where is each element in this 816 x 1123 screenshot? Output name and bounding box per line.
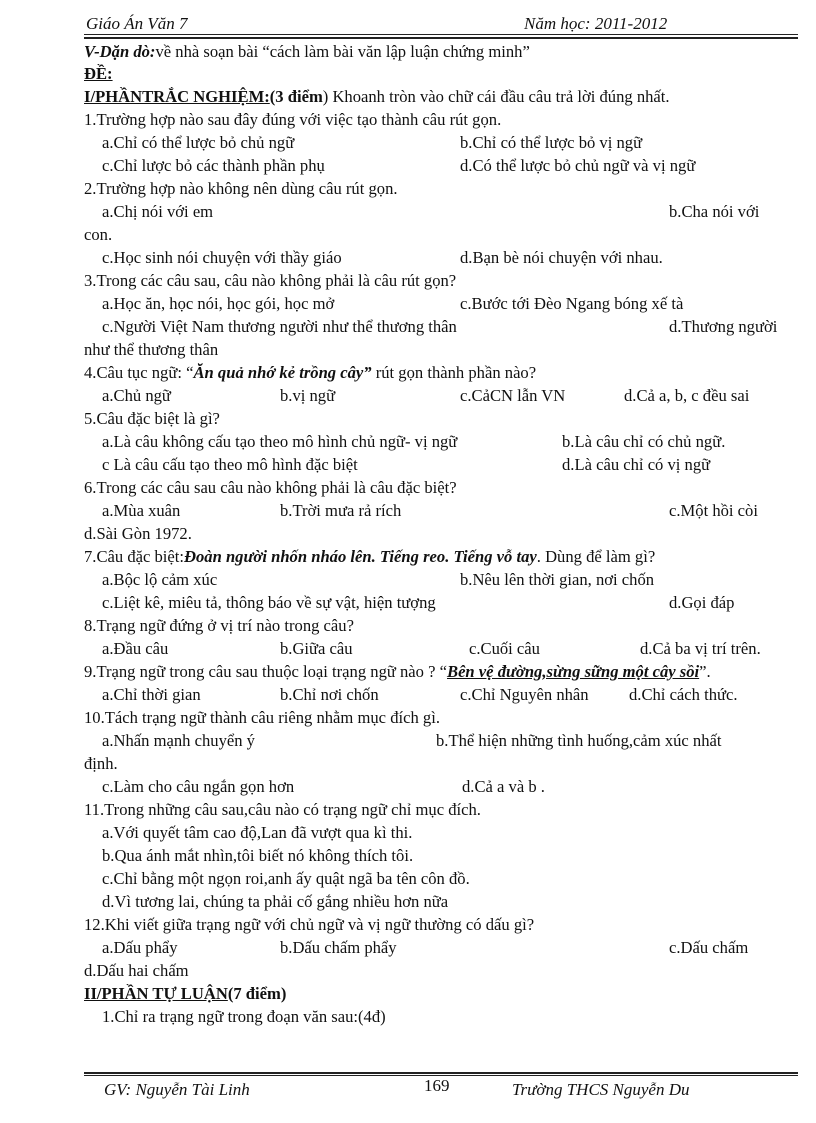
option-c: c.Làm cho câu ngắn gọn hơn bbox=[102, 777, 295, 796]
question-11 bbox=[84, 798, 800, 821]
option-a: a.Nhấn mạnh chuyển ý bbox=[102, 731, 255, 750]
question-9 bbox=[84, 660, 800, 683]
option-a: a.Là câu không cấu tạo theo mô hình chủ ngữ- vị ngữ bbox=[102, 432, 458, 451]
option-b: b.Là câu chỉ có chủ ngữ. bbox=[562, 432, 726, 451]
option-d: d.Là câu chỉ có vị ngữ bbox=[562, 455, 711, 474]
option-text: c.Chỉ bằng một ngọn roi,anh ấy quật ngã ba tên côn đồ. bbox=[102, 869, 470, 888]
answer-row bbox=[84, 292, 800, 315]
option-d: d.Cả ba vị trí trên. bbox=[640, 639, 761, 658]
option-b-continued: định. bbox=[84, 754, 118, 773]
essay-question-text: 1.Chỉ ra trạng ngữ trong đoạn văn sau:(4đ) bbox=[102, 1007, 386, 1026]
option-a bbox=[84, 821, 800, 844]
option-b bbox=[84, 844, 800, 867]
option-d: d.Bạn bè nói chuyện với nhau. bbox=[460, 248, 663, 267]
exam-heading bbox=[84, 63, 800, 85]
option-b: b.Giữa câu bbox=[280, 639, 353, 658]
de-label: ĐỀ: bbox=[84, 64, 113, 83]
page-header bbox=[84, 8, 792, 34]
option-d: d.Chỉ cách thức. bbox=[629, 685, 738, 704]
assignment-line bbox=[84, 40, 800, 63]
question-10 bbox=[84, 706, 800, 729]
option-b-continued: con. bbox=[84, 225, 113, 244]
option-d: d.Cả a, b, c đều sai bbox=[624, 386, 750, 405]
answer-row bbox=[84, 775, 800, 798]
option-b: b.Trời mưa rả rích bbox=[280, 501, 402, 520]
answer-row bbox=[84, 430, 800, 453]
question-text: 2.Trường hợp nào không nên dùng câu rút gọn. bbox=[84, 179, 398, 198]
option-d: d.Thương người bbox=[669, 317, 778, 336]
answer-row bbox=[84, 200, 800, 223]
assignment-label: V-Dặn dò: bbox=[84, 42, 156, 61]
option-a: a.Chị nói với em bbox=[102, 202, 214, 221]
option-d: d.Cả a và b . bbox=[462, 777, 545, 796]
answer-row bbox=[84, 637, 800, 660]
answer-row bbox=[84, 499, 800, 522]
option-b: b.Cha nói với bbox=[669, 202, 760, 221]
option-d-continued: như thể thương thân bbox=[84, 340, 219, 359]
option-a: a.Chỉ có thể lược bỏ chủ ngữ bbox=[102, 133, 295, 152]
essay-question-1 bbox=[84, 1005, 800, 1028]
assignment-text: về nhà soạn bài “cách làm bài văn lập luận chứng minh” bbox=[155, 42, 530, 61]
question-text: 4.Câu tục ngữ: “ bbox=[84, 363, 194, 382]
option-a: a.Bộc lộ cảm xúc bbox=[102, 570, 218, 589]
question-text-end: rút gọn thành phần nào? bbox=[371, 363, 537, 382]
part1-heading bbox=[84, 85, 800, 108]
option-b: b.Dấu chấm phẩy bbox=[280, 938, 397, 957]
option-c: c.Bước tới Đèo Ngang bóng xế tà bbox=[460, 294, 684, 313]
question-text: 6.Trong các câu sau câu nào không phải là câu đặc biệt? bbox=[84, 478, 457, 497]
answer-wrap bbox=[84, 223, 800, 246]
option-c: c.Cuối câu bbox=[469, 639, 540, 658]
question-6 bbox=[84, 476, 800, 499]
question-5 bbox=[84, 407, 800, 430]
option-c: c.Một hồi còi bbox=[669, 501, 758, 520]
option-d: d.Có thể lược bỏ chủ ngữ và vị ngữ bbox=[460, 156, 696, 175]
option-c bbox=[84, 867, 800, 890]
option-c: c.Chỉ Nguyên nhân bbox=[460, 685, 589, 704]
answer-row bbox=[84, 591, 800, 614]
question-text: 12.Khi viết giữa trạng ngữ với chủ ngữ và vị ngữ thường có dấu gì? bbox=[84, 915, 535, 934]
option-c-second: c.Người Việt Nam thương người như thể thương thân bbox=[102, 317, 457, 336]
example-sentence: Đoàn người nhốn nháo lên. Tiếng reo. Tiếng vỗ tay bbox=[184, 547, 537, 566]
question-4 bbox=[84, 361, 800, 384]
question-7 bbox=[84, 545, 800, 568]
option-b: b.Nêu lên thời gian, nơi chốn bbox=[460, 570, 655, 589]
option-c: c.Dấu chấm bbox=[669, 938, 749, 957]
footer-school: Trường THCS Nguyễn Du bbox=[512, 1080, 690, 1099]
footer-teacher: GV: Nguyễn Tài Linh bbox=[104, 1080, 250, 1099]
answer-row bbox=[84, 453, 800, 476]
answer-row bbox=[84, 936, 800, 959]
option-a: a.Đầu câu bbox=[102, 639, 169, 658]
proverb: Ăn quả nhớ kẻ trồng cây” bbox=[193, 363, 372, 382]
header-subject: Giáo Án Văn 7 bbox=[86, 14, 188, 33]
option-b: b.Chỉ nơi chốn bbox=[280, 685, 379, 704]
document-body bbox=[84, 40, 800, 1028]
option-text: a.Với quyết tâm cao độ,Lan đã vượt qua kì thi. bbox=[102, 823, 413, 842]
option-a: a.Học ăn, học nói, học gói, học mở bbox=[102, 294, 335, 313]
option-d: d.Dấu hai chấm bbox=[84, 961, 189, 980]
part2-title: II/PHẦN TỰ LUẬN bbox=[84, 984, 228, 1003]
option-c: c.CảCN lẫn VN bbox=[460, 386, 566, 405]
footer-rule-thick bbox=[84, 1072, 798, 1074]
question-2 bbox=[84, 177, 800, 200]
question-text-end: ”. bbox=[699, 662, 711, 681]
part2-points: (7 điểm) bbox=[227, 984, 287, 1003]
option-d: d.Sài Gòn 1972. bbox=[84, 524, 192, 543]
question-text: 7.Câu đặc biệt: bbox=[84, 547, 184, 566]
answer-row bbox=[84, 154, 800, 177]
page-number: 169 bbox=[424, 1076, 450, 1095]
option-a: a.Dấu phẩy bbox=[102, 938, 178, 957]
option-c: c.Chỉ lược bỏ các thành phần phụ bbox=[102, 156, 325, 175]
part2-heading bbox=[84, 982, 800, 1005]
header-rule bbox=[84, 34, 798, 35]
question-text-end: . Dùng để làm gì? bbox=[536, 547, 656, 566]
answer-row bbox=[84, 131, 800, 154]
header-rule-thick bbox=[84, 37, 798, 39]
option-c: c.Học sinh nói chuyện với thầy giáo bbox=[102, 248, 342, 267]
option-d bbox=[84, 890, 800, 913]
option-b: b.Thể hiện những tình huống,cảm xúc nhất bbox=[436, 731, 722, 750]
question-8 bbox=[84, 614, 800, 637]
header-school-year: Năm học: 2011-2012 bbox=[524, 14, 668, 33]
answer-row bbox=[84, 568, 800, 591]
part1-title: I/PHẦNTRẮC NGHIỆM: bbox=[84, 87, 270, 106]
answer-wrap bbox=[84, 338, 800, 361]
answer-row bbox=[84, 246, 800, 269]
answer-row bbox=[84, 315, 800, 338]
option-a: a.Mùa xuân bbox=[102, 501, 181, 520]
question-3 bbox=[84, 269, 800, 292]
option-a: a.Chỉ thời gian bbox=[102, 685, 201, 704]
answer-row bbox=[84, 683, 800, 706]
option-c: c Là câu cấu tạo theo mô hình đặc biệt bbox=[102, 455, 358, 474]
part1-instruction: ) Khoanh tròn vào chữ cái đầu câu trả lời đúng nhất. bbox=[322, 87, 670, 106]
option-b: b.Chỉ có thể lược bỏ vị ngữ bbox=[460, 133, 643, 152]
question-text: 9.Trạng ngữ trong câu sau thuộc loại trạng ngữ nào ? “ bbox=[84, 662, 447, 681]
question-text: 3.Trong các câu sau, câu nào không phải là câu rút gọn? bbox=[84, 271, 457, 290]
question-text: 1.Trường hợp nào sau đây đúng với việc tạo thành câu rút gọn. bbox=[84, 110, 502, 129]
answer-wrap bbox=[84, 752, 800, 775]
option-a: a.Chủ ngữ bbox=[102, 386, 171, 405]
answer-row bbox=[84, 384, 800, 407]
question-1 bbox=[84, 108, 800, 131]
answer-row bbox=[84, 729, 800, 752]
example-sentence: Bên vệ đường,sừng sững một cây sồi bbox=[447, 662, 700, 681]
option-b: b.vị ngữ bbox=[280, 386, 336, 405]
part1-points: (3 điểm bbox=[269, 87, 323, 106]
question-text: 10.Tách trạng ngữ thành câu riêng nhằm mục đích gì. bbox=[84, 708, 440, 727]
question-text: 8.Trạng ngữ đứng ở vị trí nào trong câu? bbox=[84, 616, 354, 635]
option-d: d.Gọi đáp bbox=[669, 593, 735, 612]
question-text: 5.Câu đặc biệt là gì? bbox=[84, 409, 220, 428]
option-text: d.Vì tương lai, chúng ta phải cố gắng nhiều hơn nữa bbox=[102, 892, 449, 911]
answer-wrap bbox=[84, 959, 800, 982]
option-c: c.Liệt kê, miêu tả, thông báo về sự vật, hiện tượng bbox=[102, 593, 436, 612]
question-text: 11.Trong những câu sau,câu nào có trạng ngữ chỉ mục đích. bbox=[84, 800, 481, 819]
answer-wrap bbox=[84, 522, 800, 545]
question-12 bbox=[84, 913, 800, 936]
option-text: b.Qua ánh mắt nhìn,tôi biết nó không thích tôi. bbox=[102, 846, 414, 865]
